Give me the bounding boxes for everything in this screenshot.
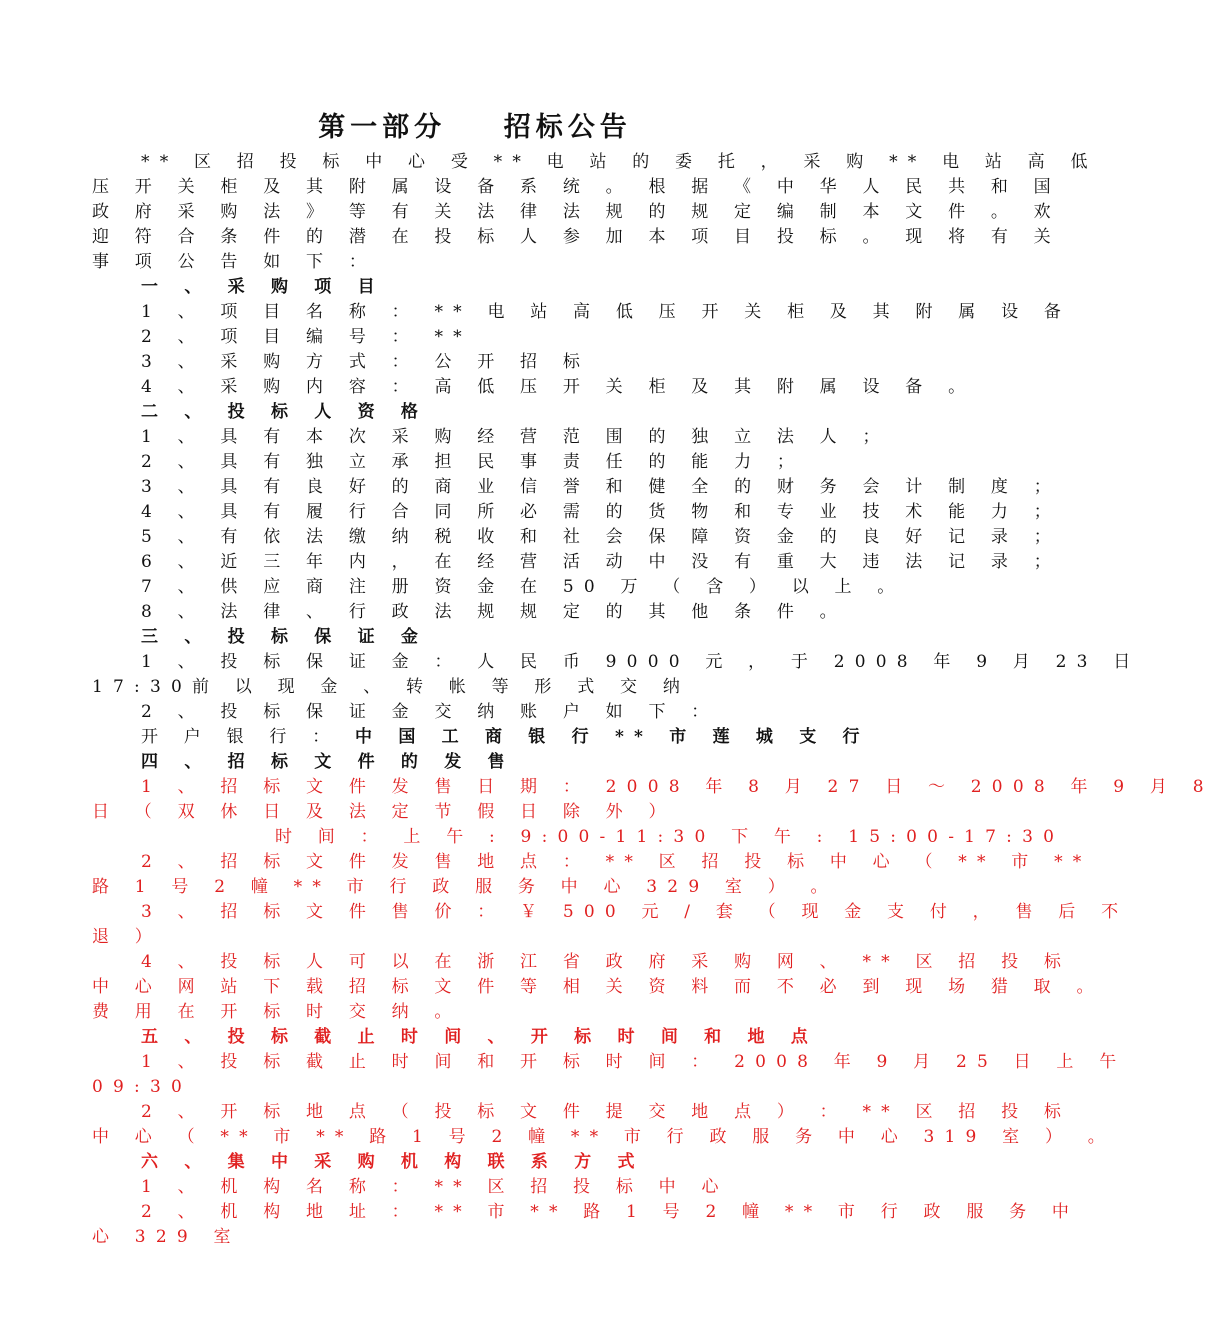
section-heading-deadline-and-opening: 五 、 投 标 截 止 时 间 、 开 标 时 间 和 地 点	[141, 1027, 818, 1047]
list-item: 3 、 具 有 良 好 的 商 业 信 誉 和 健 全 的 财 务 会 计 制 度 ；	[141, 477, 1061, 497]
list-item-continuation: 退 ）	[92, 927, 163, 947]
list-item: 1 、 投 标 保 证 金 ： 人 民 币 9000 元 ， 于 2008 年 9 月 23 日	[141, 652, 1141, 672]
list-item-continuation: 中 心 网 站 下 载 招 标 文 件 等 相 关 资 料 而 不 必 到 现 场 猎 取 。	[92, 977, 1104, 997]
list-item-continuation: 09:30	[92, 1077, 192, 1097]
section-heading-bidder-qualification: 二 、 投 标 人 资 格	[141, 402, 429, 422]
section-heading-procurement-item: 一 、 采 购 项 目	[141, 277, 385, 297]
list-item: 1 、 机 构 名 称 ： ** 区 招 投 标 中 心	[141, 1177, 729, 1197]
list-item: 8 、 法 律 、 行 政 法 规 规 定 的 其 他 条 件 。	[141, 602, 847, 622]
list-item: 1 、 具 有 本 次 采 购 经 营 范 围 的 独 立 法 人 ；	[141, 427, 890, 447]
list-item: 4 、 投 标 人 可 以 在 浙 江 省 政 府 采 购 网 、 ** 区 招 投 标	[141, 952, 1072, 972]
list-item: 2 、 招 标 文 件 发 售 地 点 ： ** 区 招 投 标 中 心 （ ** 市 **	[141, 852, 1092, 872]
list-item-continuation: 路 1 号 2 幢 ** 市 行 政 服 务 中 心 329 室 ） 。	[92, 877, 838, 897]
list-item-continuation: 费 用 在 开 标 时 交 纳 。	[92, 1002, 462, 1022]
section-heading-agency-contact: 六 、 集 中 采 购 机 构 联 系 方 式	[141, 1152, 645, 1172]
list-item: 1 、 项 目 名 称 ： ** 电 站 高 低 压 开 关 柜 及 其 附 属 设 备	[141, 302, 1072, 322]
bank-value: 中 国 工 商 银 行 ** 市 莲 城 支 行	[355, 727, 870, 747]
list-item-continuation: 17:30前 以 现 金 、 转 帐 等 形 式 交 纳	[92, 677, 691, 697]
intro-line: ** 区 招 投 标 中 心 受 ** 电 站 的 委 托 ， 采 购 ** 电 站 高 低	[141, 152, 1098, 172]
list-item-continuation: 中 心 （ ** 市 ** 路 1 号 2 幢 ** 市 行 政 服 务 中 心 319 室 ） 。	[92, 1127, 1115, 1147]
list-item: 6 、 近 三 年 内 ， 在 经 营 活 动 中 没 有 重 大 违 法 记 录 ；	[141, 552, 1061, 572]
list-item: 1 、 投 标 截 止 时 间 和 开 标 时 间 ： 2008 年 9 月 25 日 上 午	[141, 1052, 1127, 1072]
list-item: 2 、 投 标 保 证 金 交 纳 账 户 如 下 ：	[141, 702, 719, 722]
page-title: 第一部分 招标公告	[318, 112, 632, 143]
list-item: 7 、 供 应 商 注 册 资 金 在 50 万 （ 含 ） 以 上 。	[141, 577, 905, 597]
list-item: 2 、 具 有 独 立 承 担 民 事 责 任 的 能 力 ；	[141, 452, 805, 472]
list-item: 2 、 项 目 编 号 ： **	[141, 327, 472, 347]
intro-line: 政 府 采 购 法 》 等 有 关 法 律 法 规 的 规 定 编 制 本 文 件 。 欢	[92, 202, 1061, 222]
list-item: 2 、 开 标 地 点 （ 投 标 文 件 提 交 地 点 ） ： ** 区 招 投 标	[141, 1102, 1072, 1122]
intro-line: 压 开 关 柜 及 其 附 属 设 备 系 统 。 根 据 《 中 华 人 民 共 和 国	[92, 177, 1061, 197]
list-item: 5 、 有 依 法 缴 纳 税 收 和 社 会 保 障 资 金 的 良 好 记 录 ；	[141, 527, 1061, 547]
bank-line	[141, 725, 921, 749]
list-item: 3 、 采 购 方 式 ： 公 开 招 标	[141, 352, 591, 372]
list-item: 1 、 招 标 文 件 发 售 日 期 ： 2008 年 8 月 27 日 ～ 2008 年 9 月 8	[141, 777, 1214, 797]
list-item: 3 、 招 标 文 件 售 价 ： ￥ 500 元 / 套 （ 现 金 支 付 ， 售 后 不	[141, 902, 1129, 922]
list-item: 4 、 采 购 内 容 ： 高 低 压 开 关 柜 及 其 附 属 设 备 。	[141, 377, 976, 397]
list-item-continuation: 心 329 室	[92, 1227, 241, 1247]
sale-hours: 时 间 ： 上 午 : 9:00-11:30 下 午 : 15:00-17:30	[275, 827, 1065, 847]
list-item: 4 、 具 有 履 行 合 同 所 必 需 的 货 物 和 专 业 技 术 能 力 ；	[141, 502, 1061, 522]
intro-line: 事 项 公 告 如 下 ：	[92, 252, 377, 272]
section-heading-tender-documents-sale: 四 、 招 标 文 件 的 发 售	[141, 752, 515, 772]
bank-label: 开 户 银 行 ：	[141, 727, 340, 747]
section-heading-bid-bond: 三 、 投 标 保 证 金	[141, 627, 429, 647]
list-item: 2 、 机 构 地 址 ： ** 市 ** 路 1 号 2 幢 ** 市 行 政 服 务 中	[141, 1202, 1080, 1222]
list-item-continuation: 日 （ 双 休 日 及 法 定 节 假 日 除 外 ）	[92, 802, 676, 822]
intro-line: 迎 符 合 条 件 的 潜 在 投 标 人 参 加 本 项 目 投 标 。 现 将 有 关	[92, 227, 1061, 247]
